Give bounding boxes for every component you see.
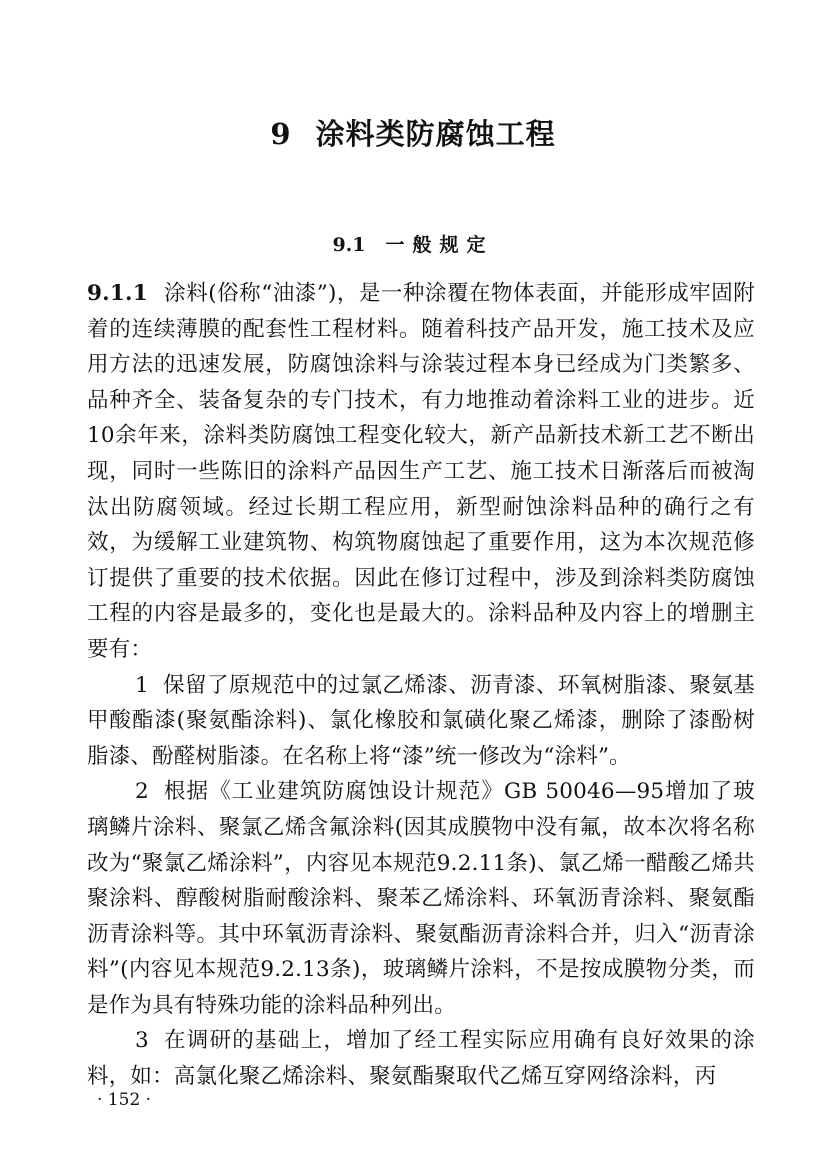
clause-paragraph xyxy=(87,276,755,668)
chapter-title-text: 涂料类防腐蚀工程 xyxy=(315,117,556,151)
body-text xyxy=(87,276,755,1095)
section-number: 9.1 xyxy=(332,234,366,256)
item-text: 保留了原规范中的过氯乙烯漆、沥青漆、环氧树脂漆、聚氨基甲酸酯漆(聚氨酯涂料)、氯化橡胶和氯磺化聚乙烯漆，删除了漆酚树脂漆、酚醛树脂漆。在名称上将“漆”统一修改为“涂料”。 xyxy=(87,672,755,769)
chapter-title xyxy=(0,112,826,153)
chapter-number: 9 xyxy=(270,117,292,151)
item-number: 2 xyxy=(135,779,149,805)
item-number: 3 xyxy=(135,1028,149,1054)
section-title-text: 一般规定 xyxy=(385,234,494,256)
page-number: · 152 · xyxy=(97,1090,152,1110)
item-text: 在调研的基础上，增加了经工程实际应用确有良好效果的涂料，如：高氯化聚乙烯涂料、聚氨酯聚取代乙烯互穿网络涂料，丙 xyxy=(87,1028,755,1090)
list-item xyxy=(87,1023,755,1094)
clause-text: 涂料(俗称“油漆”)，是一种涂覆在物体表面，并能形成牢固附着的连续薄膜的配套性工程材料。随着科技产品开发，施工技术及应用方法的迅速发展，防腐蚀涂料与涂装过程本身已经成为门类繁多、品种齐全、装备复杂的专门技术，有力地推动着涂料工业的进步。近10余年来，涂料类防腐蚀工程变化较大，新产品新技术新工艺不断出现，同时一些陈旧的涂料产品因生产工艺、施工技术日渐落后而被淘汰出防腐领域。经过长期工程应用，新型耐蚀涂料品种的确行之有效，为缓解工业建筑物、构筑物腐蚀起了重要作用，这为本次规范修订提供了重要的技术依据。因此在修订过程中，涉及到涂料类防腐蚀工程的内容是最多的，变化也是最大的。涂料品种及内容上的增删主要有： xyxy=(87,281,755,662)
list-item xyxy=(87,774,755,1023)
item-number: 1 xyxy=(135,672,149,698)
section-title xyxy=(0,230,826,257)
item-text: 根据《工业建筑防腐蚀设计规范》GB 50046—95增加了玻璃鳞片涂料、聚氯乙烯含氟涂料(因其成膜物中没有氟，故本次将名称改为“聚氯乙烯涂料”，内容见本规范9.2.11条)、氯乙烯一醋酸乙烯共聚涂料、醇酸树脂耐酸涂料、聚苯乙烯涂料、环氧沥青涂料、聚氨酯沥青涂料等。其中环氧沥青涂料、聚氨酯沥青涂料合并，归入“沥青涂料”(内容见本规范9.2.13条)，玻璃鳞片涂料，不是按成膜物分类，而是作为具有特殊功能的涂料品种列出。 xyxy=(87,779,755,1018)
clause-number: 9.1.1 xyxy=(87,281,148,306)
list-item xyxy=(87,668,755,775)
